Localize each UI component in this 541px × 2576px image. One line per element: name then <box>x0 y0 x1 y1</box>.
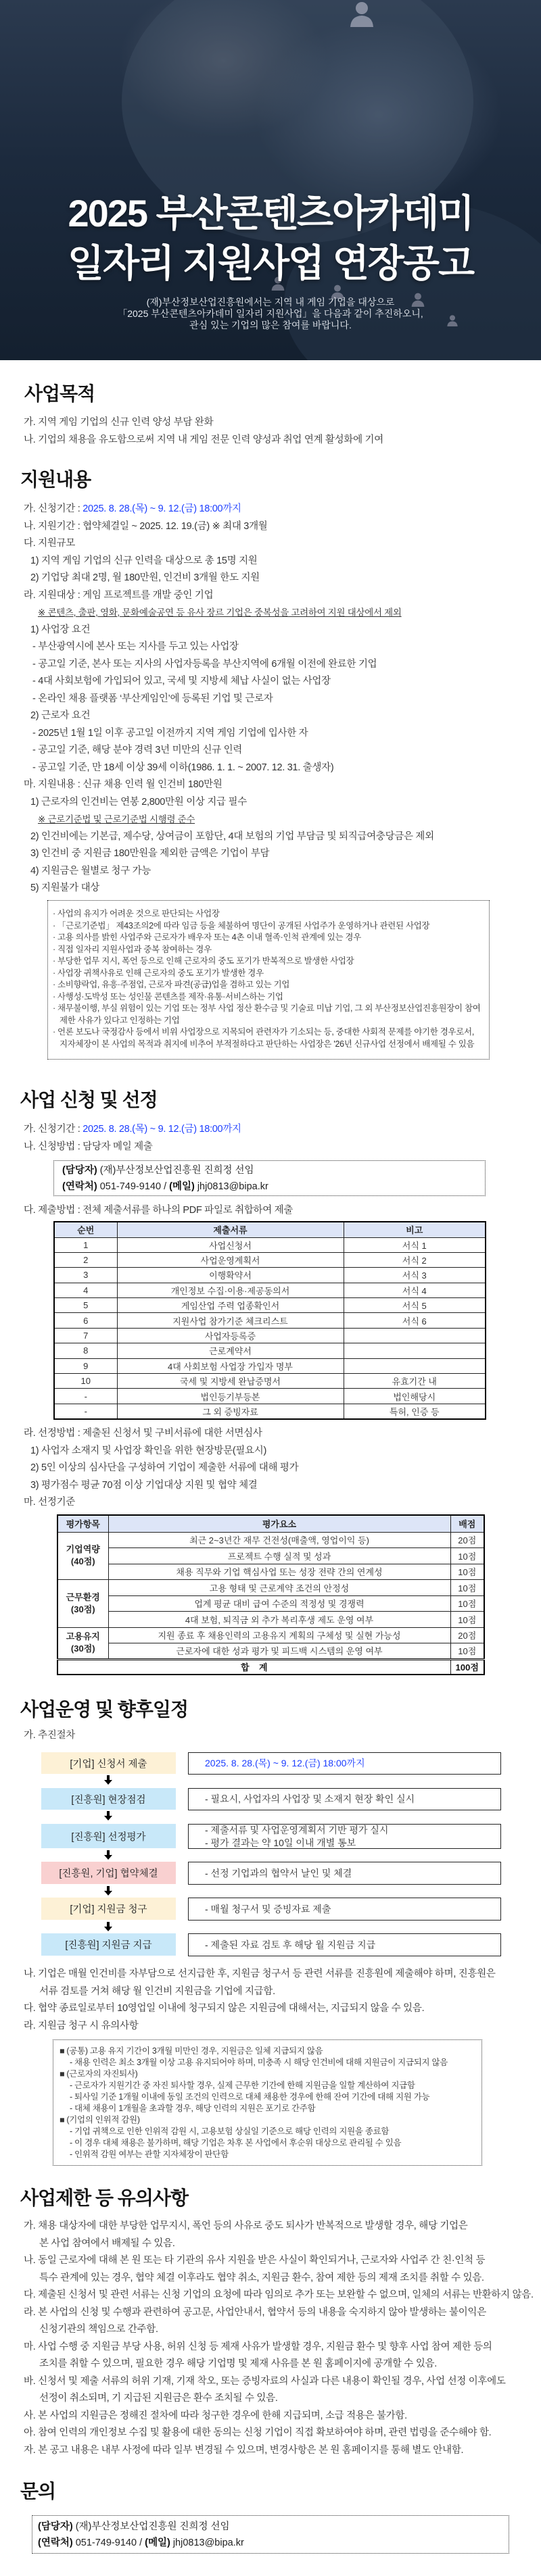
section-heading-operation: 사업운영 및 향후일정 <box>20 1699 188 1720</box>
procedure-label <box>0 1727 541 1745</box>
line-text: 라. 지원대상 : 게임 프로젝트를 개발 중인 기업 <box>24 589 214 601</box>
table-cell: 5 <box>54 1298 117 1313</box>
text-line <box>0 708 541 725</box>
text-line <box>0 2235 541 2253</box>
procedure-detail: - 제출된 자료 검토 후 해당 월 지원금 지급 <box>205 1939 376 1950</box>
text-line <box>0 2304 541 2322</box>
text-line <box>0 776 541 794</box>
text-line <box>0 863 541 881</box>
table-cell: 유효기간 내 <box>344 1374 486 1389</box>
criteria-score: 10점 <box>450 1643 484 1660</box>
column-header: 제출서류 <box>117 1222 344 1237</box>
operation-list <box>0 1966 541 2035</box>
section-heading-support: 지원내용 <box>20 469 91 490</box>
manager-label: (담당자) <box>38 2521 73 2532</box>
procedure-detail-box <box>188 1752 501 1775</box>
procedure-detail: - 필요시, 사업자의 사업장 및 소재지 현장 확인 실시 <box>205 1793 415 1804</box>
hero-banner <box>0 0 541 360</box>
line-text: 마. 사업 수행 중 지원금 부당 사용, 허위 신청 등 제재 사유가 발생할 경우, 지원금 환수 및 향후 사업 참여 제한 등의 <box>24 2341 492 2352</box>
claim-note: ■ (근로자의 자진퇴사) <box>60 2069 138 2079</box>
table-cell: 사업자등록증 <box>117 1328 344 1343</box>
category-points: (30점) <box>70 1604 95 1614</box>
line-text: 마. 지원내용 : 신규 채용 인력 월 인건비 180만원 <box>24 779 222 790</box>
section-heading-inquiry: 문의 <box>20 2481 56 2502</box>
line-text: 5) 지원불가 대상 <box>30 883 99 893</box>
table-cell: - <box>54 1389 117 1404</box>
text-line <box>0 535 541 553</box>
line-text: 가. 지역 게임 기업의 신규 인력 양성 부담 완화 <box>24 417 214 428</box>
claim-notes-box <box>53 2039 482 2166</box>
table-cell: 서식 5 <box>344 1298 486 1313</box>
line-text: 2) 근로자 요건 <box>30 710 91 721</box>
separator: / <box>139 2537 143 2548</box>
criteria-element: 4대 보험, 퇴직금 외 추가 복리후생 제도 운영 여부 <box>108 1612 450 1628</box>
line-text: 바. 신청서 및 제출 서류의 허위 기재, 기재 착오, 또는 증빙자료의 사실과 다른 내용이 확인될 경우, 사업 선정 이후에도 <box>24 2375 506 2387</box>
line-text: - 공고일 기준, 해당 분야 경력 3년 미만의 신규 인력 <box>32 745 243 756</box>
column-header: 배점 <box>450 1515 484 1532</box>
submit-method <box>0 1202 541 1220</box>
person-icon <box>348 0 375 27</box>
hero-subtitle: 관심 있는 기업의 많은 참여를 바랍니다. <box>189 320 352 330</box>
line-text: 2) 인건비에는 기본급, 제수당, 상여금이 포함단, 4대 보험의 기업 부담금 및 퇴직급여충당금은 제외 <box>30 831 434 842</box>
table-row <box>57 1580 484 1596</box>
line-text: 사. 본 사업의 지원금은 정해진 절차에 따라 청구한 경우에 한해 지급되며, 소급 적용은 불가함. <box>24 2410 407 2421</box>
table-cell: 지원사업 참가기준 체크리스트 <box>117 1313 344 1328</box>
highlighted-date: 2025. 8. 28.(목) ~ 9. 12.(금) 18:00까지 <box>83 1124 241 1135</box>
criteria-score: 10점 <box>450 1595 484 1612</box>
text-line <box>0 828 541 846</box>
ineligible-item: · 사업의 유지가 어려운 것으로 판단되는 사업장 <box>53 909 220 918</box>
table-cell: 서식 2 <box>344 1252 486 1267</box>
text-line <box>0 501 541 518</box>
text-line <box>0 2218 541 2235</box>
criteria-element: 채용 직무와 기업 핵심사업 또는 성장 전략 간의 연계성 <box>108 1564 450 1580</box>
criteria-category <box>57 1580 108 1628</box>
line-text: - 2025년 1월 1일 이후 공고일 이전까지 지역 게임 기업에 입사한 자 <box>32 727 308 739</box>
category-name: 기업역량 <box>66 1544 100 1555</box>
line-text: 마. 선정기준 <box>24 1497 75 1508</box>
email-label: (메일) <box>169 1181 195 1192</box>
procedure-step: [기업] 신청서 제출 <box>41 1752 176 1774</box>
criteria-element: 최근 2~3년간 재무 건전성(매출액, 영업이익 등) <box>108 1532 450 1548</box>
table-cell: 9 <box>54 1358 117 1373</box>
text-line <box>0 604 541 622</box>
text-line <box>0 845 541 863</box>
line-text: 라. 선정방법 : 제출된 신청서 및 구비서류에 대한 서면심사 <box>24 1428 262 1439</box>
text-line <box>0 1425 541 1443</box>
line-text: - 부산광역시에 본사 또는 지사를 두고 있는 사업장 <box>32 641 239 652</box>
claim-note: ■ (기업의 인위적 감원) <box>60 2115 140 2125</box>
text-line <box>0 1443 541 1460</box>
line-text: 특수 관계에 있는 경우, 협약 체결 이후라도 협약 취소, 지원금 환수, 참여 제한 등의 제재 조치를 취할 수 있음. <box>39 2272 484 2283</box>
claim-note: - 대체 채용이 1개월을 초과할 경우, 해당 인력의 지원은 포기로 간주함 <box>70 2104 316 2113</box>
table-row <box>57 1548 484 1564</box>
criteria-score: 10점 <box>450 1580 484 1596</box>
table-cell: 법인해당시 <box>344 1389 486 1404</box>
criteria-score: 10점 <box>450 1548 484 1564</box>
table-cell: 국세 및 지방세 완납증명서 <box>117 1374 344 1389</box>
table-cell: - <box>54 1404 117 1418</box>
hero-subtitle: (재)부산정보산업진흥원에서는 지역 내 게임 기업을 대상으로 <box>146 297 395 307</box>
criteria-table <box>57 1514 485 1675</box>
table-cell <box>344 1343 486 1358</box>
apply-list <box>0 1121 541 1156</box>
table-cell: 서식 3 <box>344 1268 486 1283</box>
category-points: (30점) <box>70 1643 95 1654</box>
manager-label: (담당자) <box>62 1165 97 1176</box>
text-line <box>0 880 541 897</box>
text-line <box>0 725 541 743</box>
phone-label: (연락처) <box>38 2537 73 2548</box>
email-label: (메일) <box>145 2537 170 2548</box>
procedure-detail: 2025. 8. 28.(목) ~ 9. 12.(금) 18:00까지 <box>205 1758 365 1768</box>
phone-value: 051-749-9140 <box>99 1181 162 1192</box>
line-text: 3) 인건비 중 지원금 180만원을 제외한 금액은 기업이 부담 <box>30 848 270 859</box>
category-points: (40점) <box>70 1556 95 1567</box>
line-text: 서류 검토를 거쳐 해당 월 인건비 지원금을 기업에 지급함. <box>39 1985 275 1997</box>
table-cell: 6 <box>54 1313 117 1328</box>
total-score: 100점 <box>450 1659 484 1675</box>
table-cell: 근로계약서 <box>117 1343 344 1358</box>
text-line <box>0 1983 541 2001</box>
table-row <box>54 1237 486 1252</box>
criteria-score: 10점 <box>450 1564 484 1580</box>
line-text: 나. 동일 근로자에 대해 본 원 또는 타 기관의 유사 지원을 받은 사실이 확인되거나, 근로자와 사업주 간 친·인척 등 <box>24 2255 486 2266</box>
table-row <box>57 1564 484 1580</box>
table-cell: 서식 1 <box>344 1237 486 1252</box>
table-row <box>57 1532 484 1548</box>
table-row <box>54 1268 486 1283</box>
ineligible-item: · 사업장 귀책사유로 인해 근로자의 중도 포기가 발생한 경우 <box>53 968 264 978</box>
line-text: ※ 콘텐츠, 출판, 영화, 문화예술공연 등 유사 장르 기업은 중복성을 고려하여 지원 대상에서 제외 <box>38 608 402 618</box>
table-cell: 사업운영계획서 <box>117 1252 344 1267</box>
line-text: 다. 제출된 신청서 및 관련 서류는 신청 기업의 요청에 따라 임의로 추가 또는 보완할 수 없으며, 일체의 서류는 반환하지 않음. <box>24 2289 534 2300</box>
procedure-step: [진흥원] 현장점검 <box>41 1788 176 1810</box>
line-text: 4) 지원금은 월별로 청구 가능 <box>30 865 151 876</box>
ineligible-item: · 「근로기준법」 제43조의2에 따라 임금 등을 체불하여 명단이 공개된 사업주가 운영하거나 관련된 사업장 <box>53 920 430 931</box>
contact-box <box>53 1160 486 1196</box>
hero-subtitle: 「2025 부산콘텐츠아카데미 일자리 지원사업」을 다음과 같이 추진하오니, <box>118 308 423 319</box>
ineligible-item: · 사행성·도박성 또는 성인물 콘텐츠를 제작·유통·서비스하는 기업 <box>53 991 283 1001</box>
hero-title-line1: 2025 부산콘텐츠아카데미 <box>68 192 473 234</box>
total-label: 합 계 <box>57 1659 450 1675</box>
column-header: 평가항목 <box>57 1515 108 1532</box>
text-line <box>0 2425 541 2442</box>
table-cell: 8 <box>54 1343 117 1358</box>
line-text: 라. 지원금 청구 시 유의사항 <box>24 2020 139 2031</box>
ineligible-item: · 직접 일자리 지원사업과 중복 참여하는 경우 <box>53 944 212 954</box>
table-row <box>54 1389 486 1404</box>
text-line <box>0 1121 541 1139</box>
arrow-down-icon <box>103 1885 114 1896</box>
table-cell: 7 <box>54 1328 117 1343</box>
line-text: 자. 본 공고 내용은 내부 사정에 따라 일부 변경될 수 있으며, 변경사항은 본 원 홈페이지를 통해 별도 안내함. <box>24 2444 464 2456</box>
ineligible-item: 제한 사유가 있다고 인정하는 기업 <box>60 1015 180 1025</box>
text-line <box>0 639 541 656</box>
phone-label: (연락처) <box>62 1181 97 1192</box>
category-name: 고용유지 <box>66 1631 100 1641</box>
claim-note: - 채용 인력은 최소 3개월 이상 고용 유지되어야 하며, 미충족 시 해당 인건비에 대해 지원금이 지급되지 않음 <box>70 2058 448 2067</box>
text-line: 가. 추진절차 <box>24 1730 75 1741</box>
table-row <box>54 1283 486 1297</box>
line-text: 나. 신청방법 : 담당자 메일 제출 <box>24 1141 153 1152</box>
table-cell: 4 <box>54 1283 117 1297</box>
total-row <box>57 1659 484 1675</box>
text-line <box>0 760 541 777</box>
table-row <box>57 1643 484 1660</box>
table-cell: 이행확약서 <box>117 1268 344 1283</box>
table-row <box>54 1358 486 1373</box>
section-heading-restrictions: 사업제한 등 유의사항 <box>20 2187 188 2208</box>
line-text: 다. 협약 종료일로부터 10영업일 이내에 청구되지 않은 지원금에 대해서는, 지급되지 않을 수 있음. <box>24 2003 425 2014</box>
line-text: 1) 근로자의 인건비는 연봉 2,800만원 이상 지급 필수 <box>30 796 247 808</box>
line-text: - 온라인 채용 플랫폼 ‘부산게임인’에 등록된 기업 및 근로자 <box>32 693 273 704</box>
table-cell: 법인등기부등본 <box>117 1389 344 1404</box>
text-line <box>0 2270 541 2287</box>
line-text: 2) 5인 이상의 심사단을 구성하여 기업이 제출한 서류에 대해 평가 <box>30 1462 299 1473</box>
criteria-score: 20점 <box>450 1532 484 1548</box>
claim-note: - 이 경우 대체 채용은 불가하며, 해당 기업은 차후 본 사업에서 후순위 대상으로 관리될 수 있음 <box>70 2138 402 2148</box>
line-text: ※ 근로기준법 및 근로기준법 시행령 준수 <box>38 814 195 824</box>
procedure-detail-box <box>188 1898 501 1921</box>
procedure-detail: - 평가 결과는 약 10일 이내 개별 통보 <box>205 1837 356 1848</box>
text-line <box>0 1494 541 1512</box>
table-row <box>54 1252 486 1267</box>
criteria-element: 업계 평균 대비 급여 수준의 적정성 및 경쟁력 <box>108 1595 450 1612</box>
line-text: 선정이 취소되며, 기 지급된 지원금은 환수 조치될 수 있음. <box>39 2393 278 2404</box>
table-cell: 게임산업 주력 업종확인서 <box>117 1298 344 1313</box>
selection-list <box>0 1425 541 1512</box>
procedure-detail: - 선정 기업과의 협약서 날인 및 체결 <box>205 1867 352 1879</box>
table-row <box>54 1374 486 1389</box>
text-line <box>0 794 541 812</box>
manager-value: (재)부산정보산업진흥원 진희정 선임 <box>99 1165 254 1176</box>
text-line <box>0 2442 541 2460</box>
table-row <box>54 1343 486 1358</box>
table-cell: 서식 6 <box>344 1313 486 1328</box>
text-line <box>0 656 541 674</box>
column-header: 순번 <box>54 1222 117 1237</box>
line-text: 다. 지원규모 <box>24 538 75 549</box>
text-line <box>0 2252 541 2270</box>
table-cell: 특허, 인증 등 <box>344 1404 486 1418</box>
procedure-detail-box <box>188 1824 501 1849</box>
section-heading-apply: 사업 신청 및 선정 <box>20 1089 158 1110</box>
line-text: - 공고일 기준, 본사 또는 지사의 사업자등록을 부산지역에 6개월 이전에 완료한 기업 <box>32 658 377 670</box>
table-cell: 2 <box>54 1252 117 1267</box>
ineligible-item: · 소비향락업, 유흥·주점업, 근로자 파견(공급)업을 겸하고 있는 기업 <box>53 980 290 989</box>
line-text: 1) 지역 게임 기업의 신규 인력을 대상으로 총 15명 지원 <box>30 555 258 566</box>
text-line <box>0 2390 541 2408</box>
claim-note: - 기업 귀책으로 인한 인위적 감원 시, 고용보험 상실일 기준으로 해당 인력의 지원을 종료함 <box>70 2127 390 2136</box>
line-text: 나. 기업의 채용을 유도함으로써 지역 내 게임 전문 인력 양성과 취업 연계 활성화에 기여 <box>24 434 383 445</box>
line-text: 1) 사업장 요건 <box>30 624 91 635</box>
table-cell: 개인정보 수집·이용·제공동의서 <box>117 1283 344 1297</box>
ineligible-box <box>47 900 490 1060</box>
claim-notes-list <box>60 2046 481 2160</box>
text-line <box>0 2018 541 2035</box>
text-line <box>0 2000 541 2018</box>
column-header: 평가요소 <box>108 1515 450 1532</box>
ineligible-item: · 언론 보도나 국정감사 등에서 비위 사업장으로 지목되어 관련자가 기소되는 등, 중대한 사회적 문제를 야기한 경우로서, <box>53 1027 475 1037</box>
table-row <box>57 1627 484 1643</box>
text-line <box>0 2356 541 2373</box>
line-text: 신청기관의 책임으로 간주함. <box>39 2324 158 2335</box>
ineligible-item: · 채무불이행, 부실 위험이 있는 기업 또는 정부 사업 정산 환수금 및 기술료 미납 기업, 그 외 부산정보산업진흥원장이 참여 <box>53 1004 481 1013</box>
claim-note: - 인위적 감원 여부는 관할 지자체장이 판단함 <box>70 2150 229 2159</box>
line-text: 3) 평가점수 평균 70점 이상 기업대상 지원 및 협약 체결 <box>30 1479 258 1491</box>
text-line <box>0 1139 541 1156</box>
ineligible-list <box>53 908 489 1050</box>
text-line <box>0 518 541 536</box>
manager-value: (재)부산정보산업진흥원 진희정 선임 <box>75 2521 230 2532</box>
criteria-score: 20점 <box>450 1627 484 1643</box>
text-line <box>0 432 541 449</box>
criteria-score: 10점 <box>450 1612 484 1628</box>
highlighted-date: 2025. 8. 28.(목) ~ 9. 12.(금) 18:00까지 <box>83 503 241 514</box>
table-cell: 사업신청서 <box>117 1237 344 1252</box>
text-line <box>0 1966 541 1983</box>
text-line <box>0 2321 541 2339</box>
procedure-step: [진흥원, 기업] 협약체결 <box>41 1862 176 1884</box>
text-line <box>0 2373 541 2391</box>
procedure-step: [기업] 지원금 청구 <box>41 1898 176 1920</box>
line-text: 가. 신청기간 : <box>24 1124 83 1135</box>
text-line <box>0 622 541 639</box>
text-line <box>0 553 541 570</box>
text-line <box>0 2339 541 2356</box>
table-cell: 서식 4 <box>344 1283 486 1297</box>
line-text: 본 사업 참여에서 배제될 수 있음. <box>39 2237 175 2249</box>
line-text: 2) 기업당 최대 2명, 월 180만원, 인건비 3개월 한도 지원 <box>30 572 260 583</box>
text-line <box>0 414 541 432</box>
table-row <box>54 1404 486 1418</box>
claim-note: - 근로자가 지원기간 중 자진 퇴사할 경우, 실제 근무한 기간에 한해 지원금을 일할 계산하여 지급함 <box>70 2081 415 2090</box>
line-text: 아. 참여 인력의 개인정보 수집 및 활용에 대한 동의는 신청 기업이 직접 확보하여야 하며, 관련 법령을 준수해야 함. <box>24 2427 492 2438</box>
procedure-detail-box <box>188 1933 501 1956</box>
table-cell <box>344 1328 486 1343</box>
section-heading-purpose: 사업목적 <box>24 383 95 404</box>
arrow-down-icon <box>103 1810 114 1821</box>
text-line <box>0 691 541 708</box>
line-text: 조치를 취할 수 있으며, 필요한 경우 해당 기업명 및 제재 사유를 본 원 홈페이지에 공개할 수 있음. <box>39 2358 437 2369</box>
line-text: 나. 기업은 매월 인건비를 자부담으로 선지급한 후, 지원금 청구서 등 관련 서류를 진흥원에 제출해야 하며, 진흥원은 <box>24 1968 496 1979</box>
criteria-category <box>57 1532 108 1580</box>
phone-value: 051-749-9140 <box>75 2537 137 2548</box>
ineligible-item: · 부당한 업무 지시, 폭언 등으로 인해 근로자의 중도 포기가 반복적으로 발생한 사업장 <box>53 956 354 966</box>
criteria-element: 근로자에 대한 성과 평가 및 피드백 시스템의 운영 여부 <box>108 1643 450 1660</box>
table-cell: 10 <box>54 1374 117 1389</box>
table-row <box>54 1313 486 1328</box>
claim-note: ■ (공통) 고용 유지 기간이 3개월 미만인 경우, 지원금은 일체 지급되지 않음 <box>60 2046 323 2056</box>
support-list <box>0 501 541 897</box>
claim-note: - 퇴사일 기준 1개월 이내에 동일 조건의 인력으로 대체 채용한 경우에 한해 잔여 기간에 대해 지원 가능 <box>70 2092 430 2102</box>
text-line <box>0 1460 541 1477</box>
table-row <box>54 1328 486 1343</box>
arrow-down-icon <box>103 1921 114 1932</box>
table-row <box>57 1612 484 1628</box>
text-line <box>0 587 541 605</box>
text-line <box>0 811 541 828</box>
table-cell: 4대 사회보험 사업장 가입자 명부 <box>117 1358 344 1373</box>
table-row <box>54 1298 486 1313</box>
table-cell: 1 <box>54 1237 117 1252</box>
line-text: 가. 신청기간 : <box>24 503 83 514</box>
documents-table <box>53 1221 486 1420</box>
text-line <box>0 2287 541 2304</box>
line-text: 라. 본 사업의 신청 및 수행과 관련하여 공고문, 사업안내서, 협약서 등의 내용을 숙지하지 않아 발생하는 불이익은 <box>24 2306 486 2318</box>
procedure-detail: - 제출서류 및 사업운영계획서 기반 평가 실시 <box>205 1824 389 1835</box>
text-line <box>0 742 541 760</box>
text-line: 다. 제출방법 : 전체 제출서류를 하나의 PDF 파일로 취합하여 제출 <box>24 1205 293 1216</box>
inquiry-contact-box <box>32 2515 509 2554</box>
table-row <box>57 1595 484 1612</box>
line-text: - 공고일 기준, 만 18세 이상 39세 이하(1986. 1. 1. ~ 2007. 12. 31. 출생자) <box>32 762 334 773</box>
hero-title-line2: 일자리 지원사업 연장공고 <box>67 242 474 284</box>
criteria-element: 지원 종료 후 채용인력의 고용유지 계획의 구체성 및 실현 가능성 <box>108 1627 450 1643</box>
text-line <box>0 673 541 691</box>
purpose-list <box>0 414 541 449</box>
line-text: 나. 지원기간 : 협약체결일 ~ 2025. 12. 19.(금) ※ 최대 3개월 <box>24 520 268 532</box>
procedure-detail: - 매월 청구서 및 증빙자료 제출 <box>205 1903 331 1914</box>
ineligible-item: 지자체장이 본 사업의 목적과 취지에 비추어 부적절하다고 판단하는 사업장은 '26년 신규사업 선정에서 배제될 수 있음 <box>60 1039 475 1049</box>
arrow-down-icon <box>103 1850 114 1860</box>
restrictions-list <box>0 2218 541 2459</box>
column-header: 비고 <box>344 1222 486 1237</box>
procedure-detail-box <box>188 1788 501 1810</box>
arrow-down-icon <box>103 1775 114 1785</box>
criteria-category <box>57 1627 108 1659</box>
line-text: - 4대 사회보험에 가입되어 있고, 국세 및 지방세 체납 사실이 없는 사업장 <box>32 676 331 687</box>
table-cell: 그 외 증빙자료 <box>117 1404 344 1418</box>
table-cell <box>344 1358 486 1373</box>
criteria-element: 프로젝트 수행 실적 및 성과 <box>108 1548 450 1564</box>
text-line <box>0 1477 541 1495</box>
procedure-detail-box <box>188 1862 501 1885</box>
text-line <box>0 2408 541 2425</box>
table-cell: 3 <box>54 1268 117 1283</box>
procedure-step: [진흥원] 지원금 지급 <box>41 1933 176 1956</box>
ineligible-item: · 고용 의사를 밝힌 사업주와 근로자가 배우자 또는 4촌 이내 혈족·인척 관계에 있는 경우 <box>53 933 361 942</box>
separator: / <box>164 1181 167 1192</box>
criteria-element: 고용 형태 및 근로계약 조건의 안정성 <box>108 1580 450 1596</box>
line-text: 가. 채용 대상자에 대한 부당한 업무지시, 폭언 등의 사유로 중도 퇴사가 반복적으로 발생할 경우, 해당 기업은 <box>24 2221 468 2231</box>
text-line <box>0 570 541 587</box>
category-name: 근무환경 <box>66 1591 100 1602</box>
procedure-step: [진흥원] 선정평가 <box>41 1824 176 1848</box>
line-text: 1) 사업자 소재지 및 사업장 확인을 위한 현장방문(필요시) <box>30 1445 267 1456</box>
email-link[interactable]: jhj0813@bipa.kr <box>197 1181 268 1192</box>
email-link[interactable]: jhj0813@bipa.kr <box>172 2537 244 2548</box>
